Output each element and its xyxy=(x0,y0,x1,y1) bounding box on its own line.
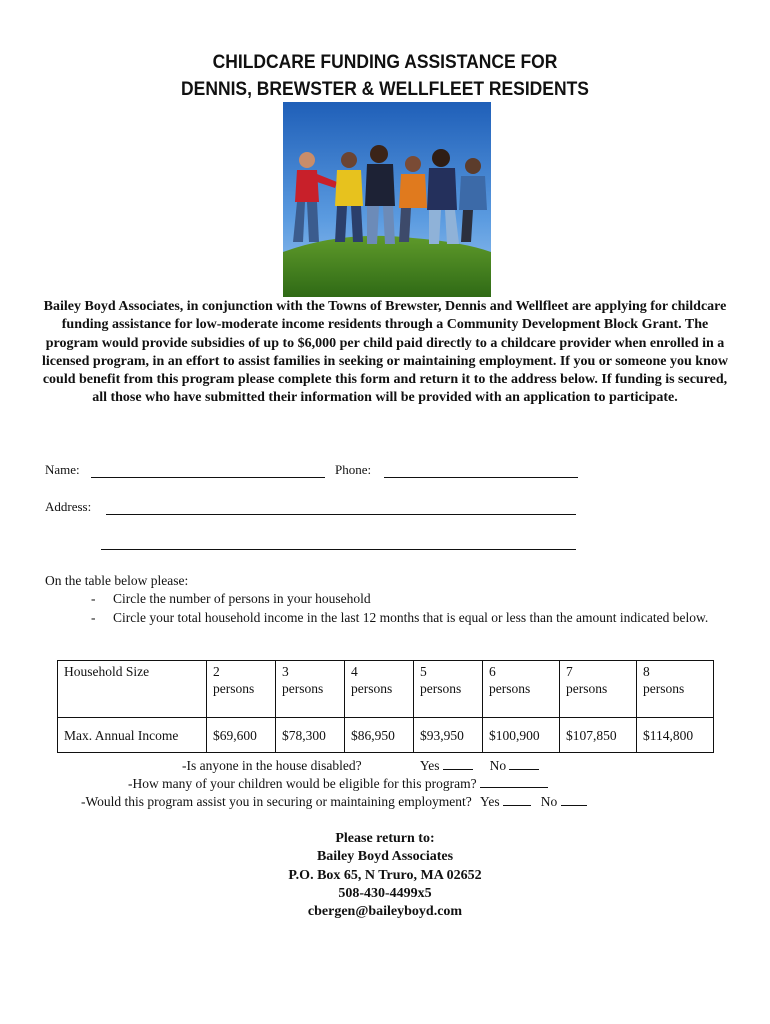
size-number: 2 xyxy=(213,664,220,679)
income-cell[interactable]: $107,850 xyxy=(560,718,637,753)
income-cell[interactable]: $78,300 xyxy=(276,718,345,753)
name-label: Name: xyxy=(45,462,80,477)
household-size-row xyxy=(58,661,714,718)
return-address-block xyxy=(0,830,770,921)
company-name: Bailey Boyd Associates xyxy=(316,849,454,865)
instruction-bullet-1 xyxy=(45,590,733,608)
size-unit: persons xyxy=(420,681,462,696)
size-unit: persons xyxy=(566,681,608,696)
phone-field[interactable] xyxy=(384,477,578,478)
question-disabled-text: -Is anyone in the house disabled? xyxy=(182,758,362,773)
address-field-line-2[interactable] xyxy=(101,549,576,550)
income-cell[interactable]: $86,950 xyxy=(345,718,414,753)
no-label: No xyxy=(489,758,507,773)
bullet-dash: - xyxy=(91,609,96,625)
return-heading: Please return to: xyxy=(335,831,435,846)
yes-label: Yes xyxy=(479,794,500,809)
size-number: 3 xyxy=(282,664,289,679)
income-cell[interactable]: $69,600 xyxy=(207,718,276,753)
mailing-address: P.O. Box 65, N Truro, MA 02652 xyxy=(288,867,482,883)
income-cell[interactable]: $93,950 xyxy=(414,718,483,753)
name-field[interactable] xyxy=(91,477,325,478)
income-cell[interactable]: $114,800 xyxy=(637,718,714,753)
no-label: No xyxy=(540,794,558,809)
household-size-cell[interactable] xyxy=(414,661,483,718)
household-size-cell[interactable] xyxy=(207,661,276,718)
size-number: 6 xyxy=(489,664,496,679)
address-label: Address: xyxy=(45,499,92,514)
phone-label: Phone: xyxy=(335,462,372,477)
income-cell[interactable]: $100,900 xyxy=(483,718,560,753)
employment-no-blank[interactable] xyxy=(561,795,587,806)
bullet-dash: - xyxy=(91,591,96,607)
size-number: 5 xyxy=(420,664,427,679)
question-employment-text: -Would this program assist you in securing or maintaining employment? xyxy=(81,794,472,809)
eligible-children-blank[interactable] xyxy=(480,777,548,788)
email-address[interactable]: cbergen@baileyboyd.com xyxy=(307,904,463,920)
disabled-no-blank[interactable] xyxy=(509,759,539,770)
household-size-cell[interactable] xyxy=(483,661,560,718)
income-limits-table xyxy=(57,660,714,753)
instruction-bullet-2 xyxy=(45,609,733,627)
intro-paragraph: Bailey Boyd Associates, in conjunction with the Towns of Brewster, Dennis and Wellfleet are applying for childcare funding assistance for low-moderate income residents through a Community Development Block Grant. The program would provide subsidies of up to $6,000 per child paid directly to a childcare provider when enrolled in a licensed program, in an effort to assist families in seeking or maintaining employment. If you or someone you know could benefit from this program please complete this form and return it to the address below. If funding is secured, all those who have submitted their information will be provided with an application to participate. xyxy=(41,299,728,406)
page-title xyxy=(31,49,739,103)
instruction-text-2: Circle your total household income in the last 12 months that is equal or less than the amount indicated below. xyxy=(113,609,709,625)
household-size-cell[interactable] xyxy=(276,661,345,718)
household-size-cell[interactable] xyxy=(560,661,637,718)
size-unit: persons xyxy=(489,681,531,696)
size-unit: persons xyxy=(351,681,393,696)
size-unit: persons xyxy=(282,681,324,696)
size-number: 8 xyxy=(643,664,650,679)
question-employment xyxy=(81,793,587,811)
question-eligible-children xyxy=(128,775,548,793)
question-eligible-children-text: -How many of your children would be eligible for this program? xyxy=(128,776,477,791)
phone-number: 508-430-4499x5 xyxy=(338,885,432,901)
instructions-heading: On the table below please: xyxy=(45,573,189,588)
table-instructions xyxy=(45,572,733,627)
size-number: 4 xyxy=(351,664,358,679)
children-playing-photo xyxy=(283,102,491,297)
size-unit: persons xyxy=(213,681,255,696)
size-number: 7 xyxy=(566,664,573,679)
max-income-row xyxy=(58,718,714,753)
employment-yes-blank[interactable] xyxy=(503,795,531,806)
question-disabled xyxy=(182,757,539,775)
max-income-label: Max. Annual Income xyxy=(58,718,207,753)
instruction-text-1: Circle the number of persons in your household xyxy=(113,591,371,607)
household-size-cell[interactable] xyxy=(345,661,414,718)
title-line-2: DENNIS, BREWSTER & WELLFLEET RESIDENTS xyxy=(181,79,589,100)
yes-label: Yes xyxy=(419,758,440,773)
disabled-yes-blank[interactable] xyxy=(443,759,473,770)
title-line-1: CHILDCARE FUNDING ASSISTANCE FOR xyxy=(212,52,558,73)
household-size-label: Household Size xyxy=(58,661,207,718)
household-size-cell[interactable] xyxy=(637,661,714,718)
address-field-line-1[interactable] xyxy=(106,514,576,515)
size-unit: persons xyxy=(643,681,685,696)
